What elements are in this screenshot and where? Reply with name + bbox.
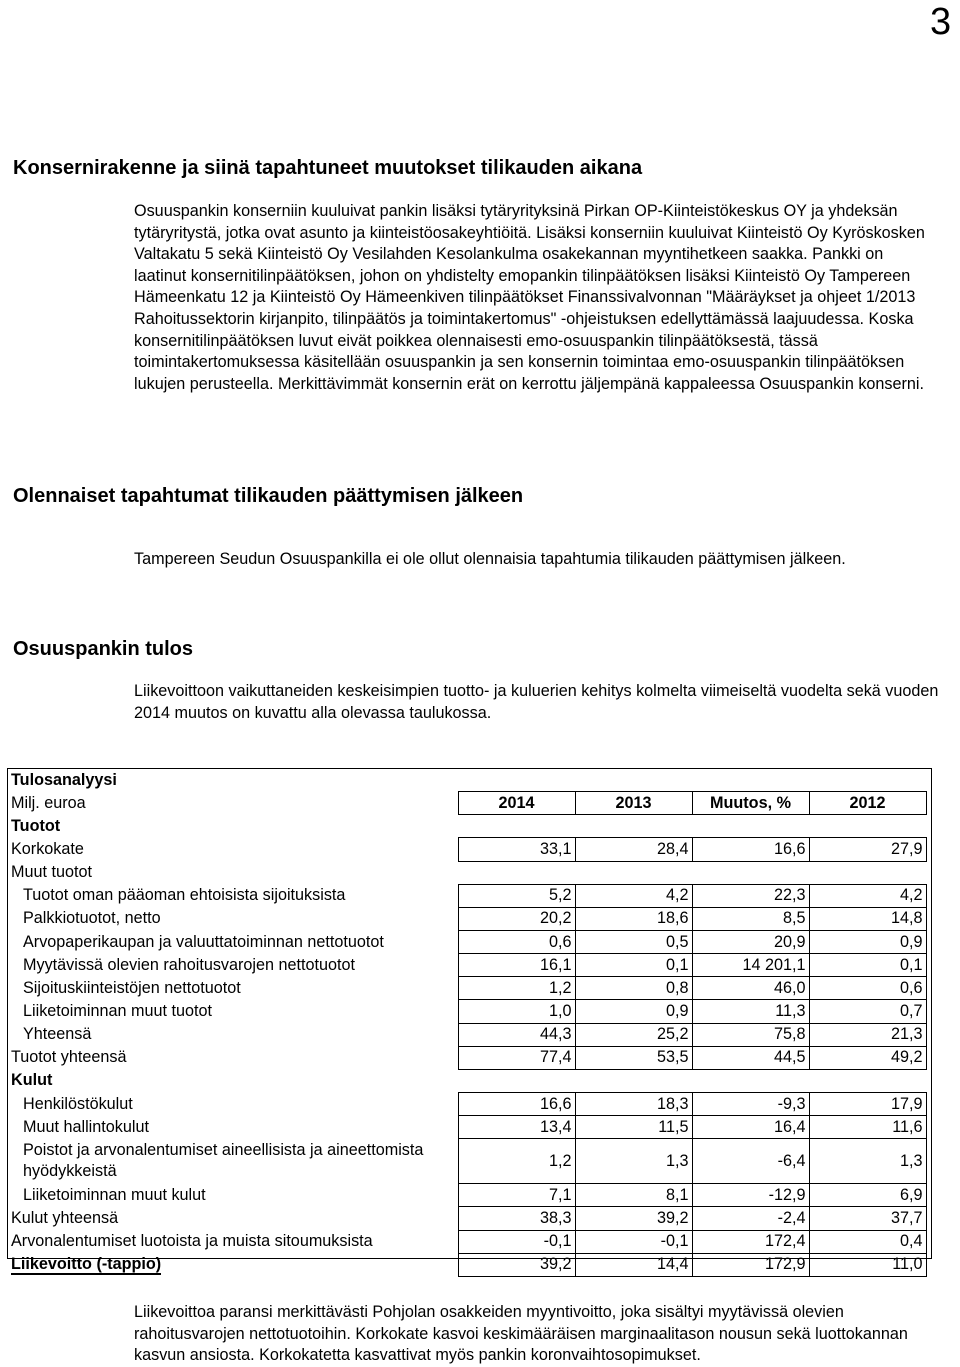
table-cell-value: 18,3 [575, 1092, 692, 1115]
table-cell-value: 1,0 [458, 1000, 575, 1023]
table-cell-value: 11,6 [809, 1116, 926, 1139]
table-cell-value: 44,5 [692, 1046, 809, 1069]
table-title: Tulosanalyysi [11, 770, 117, 789]
table-row [11, 1092, 926, 1115]
table-cell-value: 8,5 [692, 907, 809, 930]
table-cell-value: 1,2 [458, 1139, 575, 1184]
table-cell-value: 13,4 [458, 1116, 575, 1139]
table-cell-value: 7,1 [458, 1184, 575, 1207]
column-header: 2014 [458, 792, 575, 815]
table-cell-value: 4,2 [809, 884, 926, 907]
table-row [11, 977, 926, 1000]
row-label-text: Muut hallintokulut [23, 1117, 149, 1136]
page-number: 3 [930, 1, 952, 43]
table-row [11, 1139, 926, 1184]
table-cell-value: -0,1 [575, 1230, 692, 1253]
table-cell-value: 27,9 [809, 838, 926, 861]
section-heading-subsequent-events: Olennaiset tapahtumat tilikauden päättymisen jälkeen [13, 485, 524, 507]
table-cell-value: 0,4 [809, 1230, 926, 1253]
table-cell-value: 17,9 [809, 1092, 926, 1115]
subsequent-events-paragraph: Tampereen Seudun Osuuspankilla ei ole ollut olennaisia tapahtumia tilikauden päättymisen jälkeen. [134, 550, 846, 568]
table-cell-value: 25,2 [575, 1023, 692, 1046]
section-heading-result: Osuuspankin tulos [13, 638, 194, 660]
table-cell-value: 11,5 [575, 1116, 692, 1139]
table-cell-value: 44,3 [458, 1023, 575, 1046]
column-header: 2013 [575, 792, 692, 815]
table-cell-value: 11,0 [809, 1253, 926, 1276]
table-cell-value: 6,9 [809, 1184, 926, 1207]
row-label-text: Myytävissä olevien rahoitusvarojen nettotuotot [23, 955, 356, 974]
row-label [11, 838, 458, 861]
table-cell-value: 8,1 [575, 1184, 692, 1207]
table-cell-value: 0,1 [575, 954, 692, 977]
table-row [11, 1000, 926, 1023]
table-cell-value: 1,3 [809, 1139, 926, 1184]
table-cell-value: 33,1 [458, 838, 575, 861]
row-label [11, 1092, 458, 1115]
row-label [11, 1230, 458, 1253]
table-row [11, 1069, 926, 1092]
row-label-text: Henkilöstökulut [23, 1094, 133, 1113]
table-row [11, 907, 926, 930]
row-label [11, 930, 458, 953]
row-label-text: Kulut yhteensä [11, 1208, 119, 1227]
row-label-text: Palkkiotuotot, netto [23, 909, 161, 928]
table-cell-value: 0,7 [809, 1000, 926, 1023]
table-row [11, 930, 926, 953]
table-cell-value: 0,1 [809, 954, 926, 977]
table-row [11, 1116, 926, 1139]
table-row [11, 815, 926, 838]
row-label [11, 861, 458, 884]
table-cell-value: 18,6 [575, 907, 692, 930]
row-label [11, 884, 458, 907]
table-cell-value: 11,3 [692, 1000, 809, 1023]
closing-paragraph: Liikevoittoa paransi merkittävästi Pohjolan osakkeiden myyntivoitto, joka sisältyi myytävissä olevien rahoitusvarojen nettotuotoihin. Korkokate kasvoi keskimääräisen marginaalitason nousun sekä luottokannan kasvun ansiosta. Korkokatetta kasvattivat myös pankin koronvaihtosopimukset. [134, 1303, 908, 1365]
table-cell-value: 4,2 [575, 884, 692, 907]
row-label-text: Arvopaperikaupan ja valuuttatoiminnan nettotuotot [23, 932, 384, 951]
table-cell-value: 28,4 [575, 838, 692, 861]
table-cell-value: 16,6 [692, 838, 809, 861]
table-row [11, 1230, 926, 1253]
table-row [11, 838, 926, 861]
table-unit-label: Milj. euroa [11, 793, 86, 812]
table-row [11, 954, 926, 977]
row-label [11, 907, 458, 930]
table-cell-value: 21,3 [809, 1023, 926, 1046]
table-cell-value: 53,5 [575, 1046, 692, 1069]
row-label-text: Liiketoiminnan muut kulut [23, 1185, 206, 1204]
table-cell-value: 5,2 [458, 884, 575, 907]
table-cell-value: 22,3 [692, 884, 809, 907]
table-cell-value: -0,1 [458, 1230, 575, 1253]
row-label [11, 1116, 458, 1139]
table-cell-value: -9,3 [692, 1092, 809, 1115]
row-label-text: Tuotot [11, 816, 61, 835]
row-label-text: Muut tuotot [11, 863, 92, 882]
table-cell-value: -12,9 [692, 1184, 809, 1207]
row-label [11, 1023, 458, 1046]
table-cell-value: 14 201,1 [692, 954, 809, 977]
row-label [11, 1253, 458, 1276]
table-cell-value: 172,4 [692, 1230, 809, 1253]
row-label [11, 815, 458, 838]
table-cell-value: 1,3 [575, 1139, 692, 1184]
table-cell-value: 39,2 [575, 1207, 692, 1230]
table-cell-value: 77,4 [458, 1046, 575, 1069]
table-cell-value: 38,3 [458, 1207, 575, 1230]
row-label [11, 1069, 458, 1092]
table-cell-value: 20,2 [458, 907, 575, 930]
table-cell-value: -6,4 [692, 1139, 809, 1184]
row-label [11, 954, 458, 977]
row-label [11, 1139, 458, 1184]
table-cell-value: 172,9 [692, 1253, 809, 1276]
table-title-row [11, 769, 926, 792]
row-label [11, 977, 458, 1000]
row-label [11, 1184, 458, 1207]
table-cell-value: 0,6 [809, 977, 926, 1000]
table-row [11, 1046, 926, 1069]
table-cell-value: -2,4 [692, 1207, 809, 1230]
table-cell-value: 46,0 [692, 977, 809, 1000]
row-label [11, 1046, 458, 1069]
table-row [11, 1023, 926, 1046]
row-label-text: Liiketoiminnan muut tuotot [23, 1001, 212, 1020]
row-label-text: Arvonalentumiset luotoista ja muista sitoumuksista [11, 1232, 373, 1251]
table-cell-value: 0,8 [575, 977, 692, 1000]
row-label [11, 1207, 458, 1230]
table-cell-value: 1,2 [458, 977, 575, 1000]
table-row [11, 1253, 926, 1276]
table-cell-value: 49,2 [809, 1046, 926, 1069]
row-label-text: Tuotot yhteensä [11, 1048, 127, 1067]
row-label-text: Kulut [11, 1071, 53, 1090]
column-header: 2012 [809, 792, 926, 815]
table-cell-value: 0,9 [575, 1000, 692, 1023]
table-cell-value: 0,9 [809, 930, 926, 953]
group-structure-paragraph: Osuuspankin konserniin kuuluivat pankin lisäksi tytäryrityksinä Pirkan OP-Kiinteistökeskus OY ja yhdeksän tytäryritystä, jotka ovat asunto ja kiinteistöosakeyhtiöitä. Lisäksi konserniin kuuluivat Kiinteistö Oy Kyröskosken Valtakatu 5 sekä Kiinteistö Oy Vesilahden Kesolankulma osakekannan myyntihetkeen saakka. Pankki on laatinut konsernitilinpäätöksen, johon on yhdistelty emopankin tilinpäätöksen lisäksi Kiinteistö Oy Tampereen Hämeenkatu 12 ja Kiinteistö Oy Hämeenkiven tilinpäätökset Finanssivalvonnan "Määräykset ja ohjeet 1/2013 Rahoitussektorin kirjanpito, tilinpäätös ja toimintakertomus" -ohjeistuksen edellyttämässä laajuudessa. Koska konsernitilinpäätöksen luvut eivät poikkea olennaisesti emo-osuuspankin tilinpäätöksestä, tässä toimintakertomuksessa käsitellään osuuspankin ja sen konsernin toimintaa emo-osuuspankin tilinpäätöksen lukujen perusteella. Merkittävimmät konsernin erät on kerrottu jäljempänä kappaleessa Osuuspankin konserni. [134, 202, 925, 393]
row-label-text: Liikevoitto (-tappio) [11, 1255, 162, 1274]
table-cell-value: 14,8 [809, 907, 926, 930]
table-cell-value: 37,7 [809, 1207, 926, 1230]
table-row [11, 884, 926, 907]
column-header: Muutos, % [692, 792, 809, 815]
table-cell-value: 75,8 [692, 1023, 809, 1046]
table-row [11, 1184, 926, 1207]
table-cell-value: 0,5 [575, 930, 692, 953]
table-row [11, 861, 926, 884]
table-cell-value: 16,6 [458, 1092, 575, 1115]
table-cell-value: 39,2 [458, 1253, 575, 1276]
table-cell-value: 20,9 [692, 930, 809, 953]
row-label-text: Korkokate [11, 839, 84, 858]
table-cell-value: 16,4 [692, 1116, 809, 1139]
row-label-text: Tuotot oman pääoman ehtoisista sijoituksista [23, 886, 346, 905]
row-label-text: Poistot ja arvonalentumiset aineellisista ja aineettomista hyödykkeistä [23, 1141, 424, 1181]
row-label [11, 1000, 458, 1023]
row-label-text: Yhteensä [23, 1025, 92, 1044]
table-header-row [11, 792, 926, 815]
table-row [11, 1207, 926, 1230]
row-label-text: Sijoituskiinteistöjen nettotuotot [23, 978, 241, 997]
income-analysis-table [11, 769, 927, 1277]
table-cell-value: 16,1 [458, 954, 575, 977]
table-cell-value: 0,6 [458, 930, 575, 953]
result-intro-paragraph: Liikevoittoon vaikuttaneiden keskeisimpien tuotto- ja kuluerien kehitys kolmelta viimeiseltä vuodelta sekä vuoden 2014 muutos on kuvattu alla olevassa taulukossa. [134, 682, 939, 722]
table-cell-value: 14,4 [575, 1253, 692, 1276]
section-heading-group-structure: Konsernirakenne ja siinä tapahtuneet muutokset tilikauden aikana [13, 157, 643, 179]
